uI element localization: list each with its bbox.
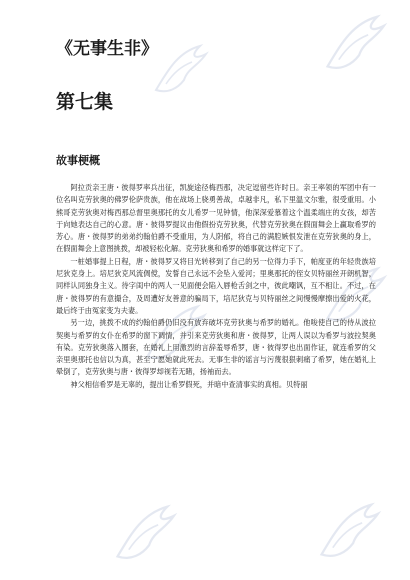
section-heading: 故事梗概 [56,154,100,167]
document-page [56,38,376,391]
paragraph: 神父相信希罗是无辜的，提出让希罗假死，并暗中查清事实的真相。贝特丽 [70,379,308,389]
episode-heading: 第七集 [56,91,114,113]
watermark-emblem [312,498,392,568]
paragraph: 阿拉贡亲王唐・彼得罗率兵出征，凯旋途径梅西那，决定逗留些许时日。亲王率领的军团中有一位名叫克劳狄奥的佛罗伦萨贵族，他在战场上骁勇善战，卓越非凡，私下里温文尔雅，很受重用。小熊哥克劳狄奥对梅西那总督里奥那托的女儿希罗一见钟情，他深深爱慕着这个温柔端庄的女孩，却苦于向她表达自己的心意。唐・彼得罗提议由他假扮克劳狄奥，代替克劳狄奥在假面舞会上赢取希罗的芳心。唐・彼得罗的弟弟约翰伯爵不受重用，为人阴郁，将自己的满腔嫉恨发泄在克劳狄奥的身上，在假面舞会上意图挑拨，却被轻松化解。克劳狄奥和希罗的婚事就这样定下了。 [56,183,376,254]
winged-horse-icon [312,498,392,568]
paragraph: 另一边，挑拨不成的约翰伯爵仍旧没有放弃破坏克劳狄奥与希罗的婚礼。他唆使自己的侍从波拉契奥与希罗的女仆在希罗的窗下调情，并引来克劳狄奥和唐・彼得罗，让两人误以为希罗与波拉契奥有染。克劳狄奥落入圈套，在婚礼上用激烈的言辞羞辱希罗，唐・彼得罗也出面作证，就连希罗的父亲里奥那托也信以为真，甚至宁愿她就此死去。无事生非的谣言与污蔑很狠刺痛了希罗，她在婚礼上晕倒了，克劳狄奥与唐・彼得罗却视若无睹，扬袖而去。 [56,318,376,377]
paragraph: 一桩婚事提上日程，唐・彼得罗又将目光转移到了自己的另一位得力手下，帕度亚的年轻贵族培尼狄克身上。培尼狄克风流倜傥，发誓自己永远不会坠入爱河；里奥那托的侄女贝特丽丝开朗机智，同样认同独身主义。待字闺中的两人一见面便会陷入唇枪舌剑之中，彼此嘲讽，互不相让。不过，在唐・彼得罗的有意撮合，及周遭好友善意的骗局下，培尼狄克与贝特丽丝之间慢慢摩擦出爱的火花，最后终于由冤家变为夫妻。 [56,256,376,315]
winged-horse-icon [108,500,188,570]
book-title: 《无事生非》 [56,39,158,59]
synopsis-body [56,182,376,391]
watermark-emblem [108,500,188,570]
